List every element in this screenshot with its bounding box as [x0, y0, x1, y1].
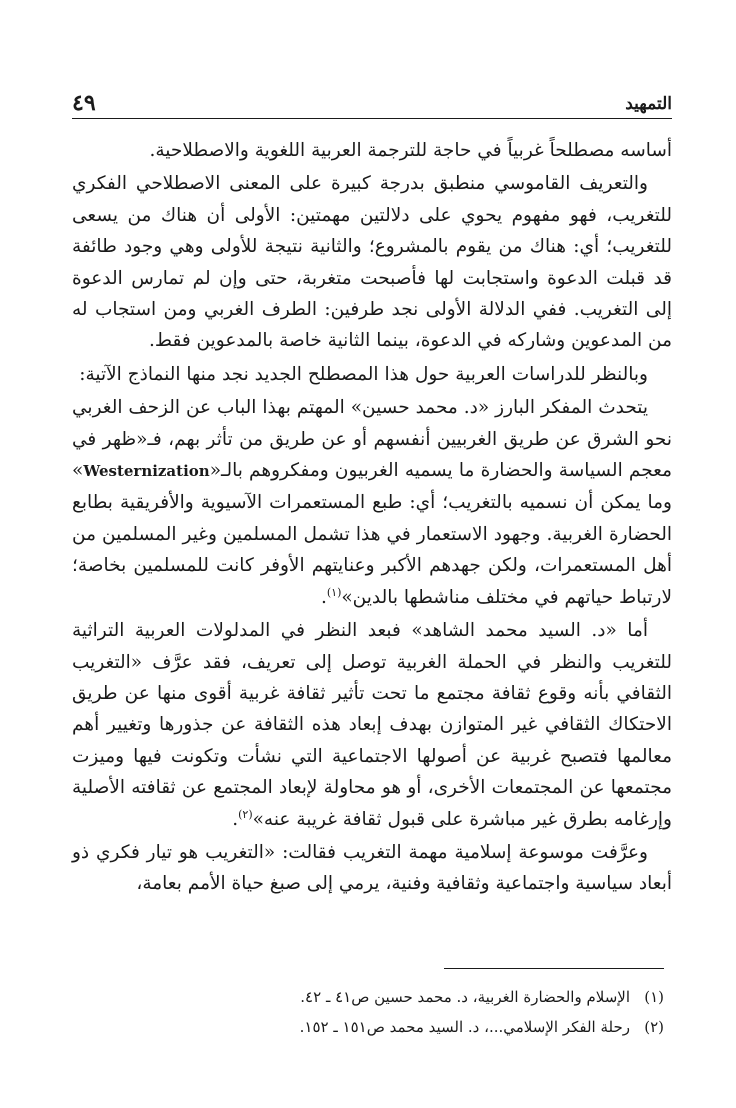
paragraph-text: » وما يمكن أن نسميه بالتغريب؛ أي: طبع المستعمرات الآسيوية والأفريقية بطابع الحضارة الغربية. وجهود الاستعمار في هذا تشمل المسلمين وغير المسلمين من أهل المستعمرات، ولكن جهدهم الأكبر وعنايتهم الأوفر كانت للمسلمين بخاصة؛ لارتباط حياتهم في مختلف مناشطها بالدين» [72, 460, 672, 608]
paragraph-text: وعرَّفت موسوعة إسلامية مهمة التغريب فقالت: «التغريب هو تيار فكري ذو أبعاد سياسية واجتماعية وثقافية وفنية، يرمي إلى صبغ حياة الأمم بعامة، [72, 841, 672, 895]
page-number: ٤٩ [72, 90, 96, 116]
paragraph-text: وبالنظر للدراسات العربية حول هذا المصطلح الجديد نجد منها النماذج الآتية: [79, 363, 648, 385]
body-text [72, 135, 672, 900]
paragraph-text: أما «د. السيد محمد الشاهد» فبعد النظر في المدلولات العربية التراثية للتغريب والنظر في الحملة الغربية توصل إلى تعريف، فقد عرَّف «التغريب الثقافي بأنه وقوع ثقافة مجتمع ما تحت تأثير ثقافة غربية أقوى منها عن طريق الاحتكاك الثقافي غير المتوازن بهدف إبعاد هذه الثقافة عن جذورها وتغيير أهم معالمها فتصبح غربية عن أصولها الاجتماعية التي نشأت وتكونت فيها وميزت مجتمعها عن المجتمعات الأخرى، أو هو محاولة لإبعاد المجتمع عن ثقافته الأصلية وإرغامه بطرق غير مباشرة على قبول ثقافة غريبة عنه» [72, 620, 672, 830]
footnote-ref[interactable]: (١) [326, 585, 342, 599]
footnote [64, 1012, 664, 1042]
paragraph-end: . [232, 808, 239, 830]
paragraph [72, 615, 672, 835]
running-head [72, 88, 672, 119]
footnote-text: رحلة الفكر الإسلامي...، د. السيد محمد ص١٥١ ـ ١٥٢. [299, 1018, 630, 1036]
footnote-ref[interactable]: (٢) [238, 807, 253, 821]
paragraph-text: يتحدث المفكر البارز «د. محمد حسين» المهتم بهذا الباب عن الزحف الغربي نحو الشرق عن طريق الغربيين أنفسهم أو عن طريق من تأثر بهم، فـ«ظهر في معجم السياسة والحضارة ما يسميه الغربيون ومفكروهم بالـ« [72, 397, 672, 482]
running-title: التمهيد [625, 94, 672, 114]
paragraph [72, 392, 672, 613]
paragraph [72, 359, 672, 390]
footnote-number: (١) [644, 988, 664, 1006]
footnote [64, 982, 664, 1012]
footnote-number: (٢) [644, 1018, 664, 1036]
paragraph [72, 168, 672, 356]
paragraph [72, 837, 672, 900]
paragraph-continued [72, 135, 672, 166]
paragraph-text: والتعريف القاموسي منطبق بدرجة كبيرة على المعنى الاصطلاحي الفكري للتغريب، فهو مفهوم يحوي على دلالتين مهمتين: الأولى أن هناك من يسعى للتغريب؛ أي: هناك من يقوم بالمشروع؛ والثانية نتيجة للأولى وهي وجود طائفة قد قبلت الدعوة واستجابت لها فأصبحت متغربة، حتى وإن لم تمارس الدعوة إلى التغريب. ففي الدلالة الأولى نجد طرفين: الطرف الغربي ومن استجاب له من المدعوين وشاركه في الدعوة، بينما الثانية خاصة بالمدعوين فقط. [72, 173, 672, 352]
page [72, 88, 672, 900]
footnote-divider [444, 968, 664, 969]
latin-term: Westernization [83, 462, 210, 481]
paragraph-end: . [320, 586, 327, 608]
footnotes [64, 982, 664, 1042]
paragraph-text: أساسه مصطلحاً غربياً في حاجة للترجمة العربية اللغوية والاصطلاحية. [149, 140, 672, 161]
footnote-text: الإسلام والحضارة الغربية، د. محمد حسين ص٤١ ـ ٤٢. [300, 988, 630, 1006]
